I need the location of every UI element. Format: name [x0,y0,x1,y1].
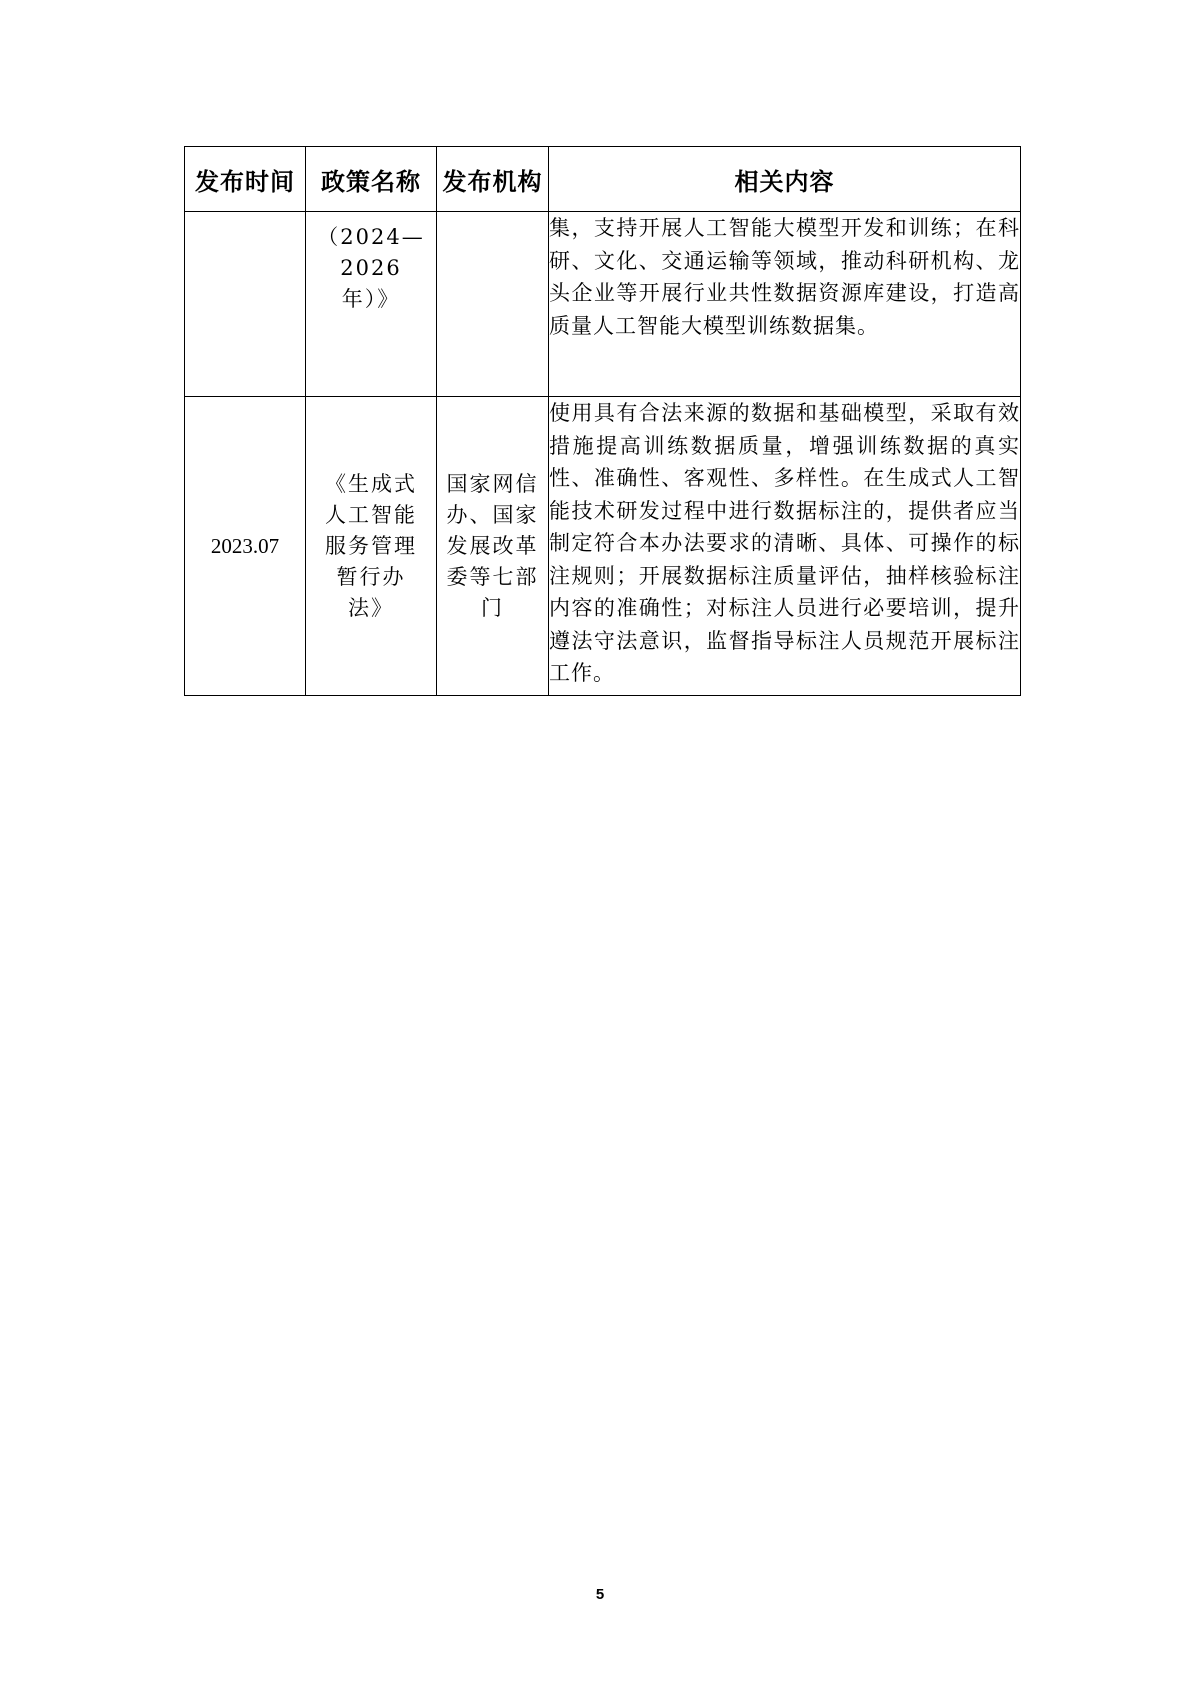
policy-name-line: 服务管理 [325,533,417,558]
table-body [185,212,1021,696]
table-header [185,147,1021,212]
policy-name-line: （2024— [317,225,425,249]
policy-table [184,146,1021,696]
agency-line: 门 [481,595,504,620]
cell-issuing-agency [437,212,549,397]
policy-name-line: 《生成式 [325,471,417,496]
policy-name-line: 2026 [340,256,402,280]
table-header-row [185,147,1021,212]
cell-release-date [185,212,306,397]
header-release-date: 发布时间 [185,147,306,212]
header-related-content: 相关内容 [549,147,1021,212]
header-policy-name: 政策名称 [306,147,437,212]
policy-name-line: 暂行办 [336,564,406,589]
agency-line: 委等七部 [446,564,539,589]
cell-release-date: 2023.07 [185,397,306,696]
cell-policy-name [306,397,437,696]
table-row [185,397,1021,696]
table-row [185,212,1021,397]
agency-line: 办、国家 [446,502,539,527]
page-number: 5 [595,1586,605,1603]
agency-line: 国家网信 [446,471,539,496]
cell-policy-name [306,212,437,397]
cell-related-content: 集，支持开展人工智能大模型开发和训练；在科研、文化、交通运输等领域，推动科研机构、龙头企业等开展行业共性数据资源库建设，打造高质量人工智能大模型训练数据集。 [549,212,1021,397]
policy-name-line: 年）》 [341,287,401,311]
cell-issuing-agency [437,397,549,696]
cell-related-content: 使用具有合法来源的数据和基础模型，采取有效措施提高训练数据质量，增强训练数据的真实性、准确性、客观性、多样性。在生成式人工智能技术研发过程中进行数据标注的，提供者应当制定符合本办法要求的清晰、具体、可操作的标注规则；开展数据标注质量评估，抽样核验标注内容的准确性；对标注人员进行必要培训，提升遵法守法意识，监督指导标注人员规范开展标注工作。 [549,397,1021,696]
agency-line: 发展改革 [446,533,539,558]
policy-name-line: 法》 [348,595,394,620]
header-issuing-agency: 发布机构 [437,147,549,212]
policy-name-line: 人工智能 [325,502,417,527]
